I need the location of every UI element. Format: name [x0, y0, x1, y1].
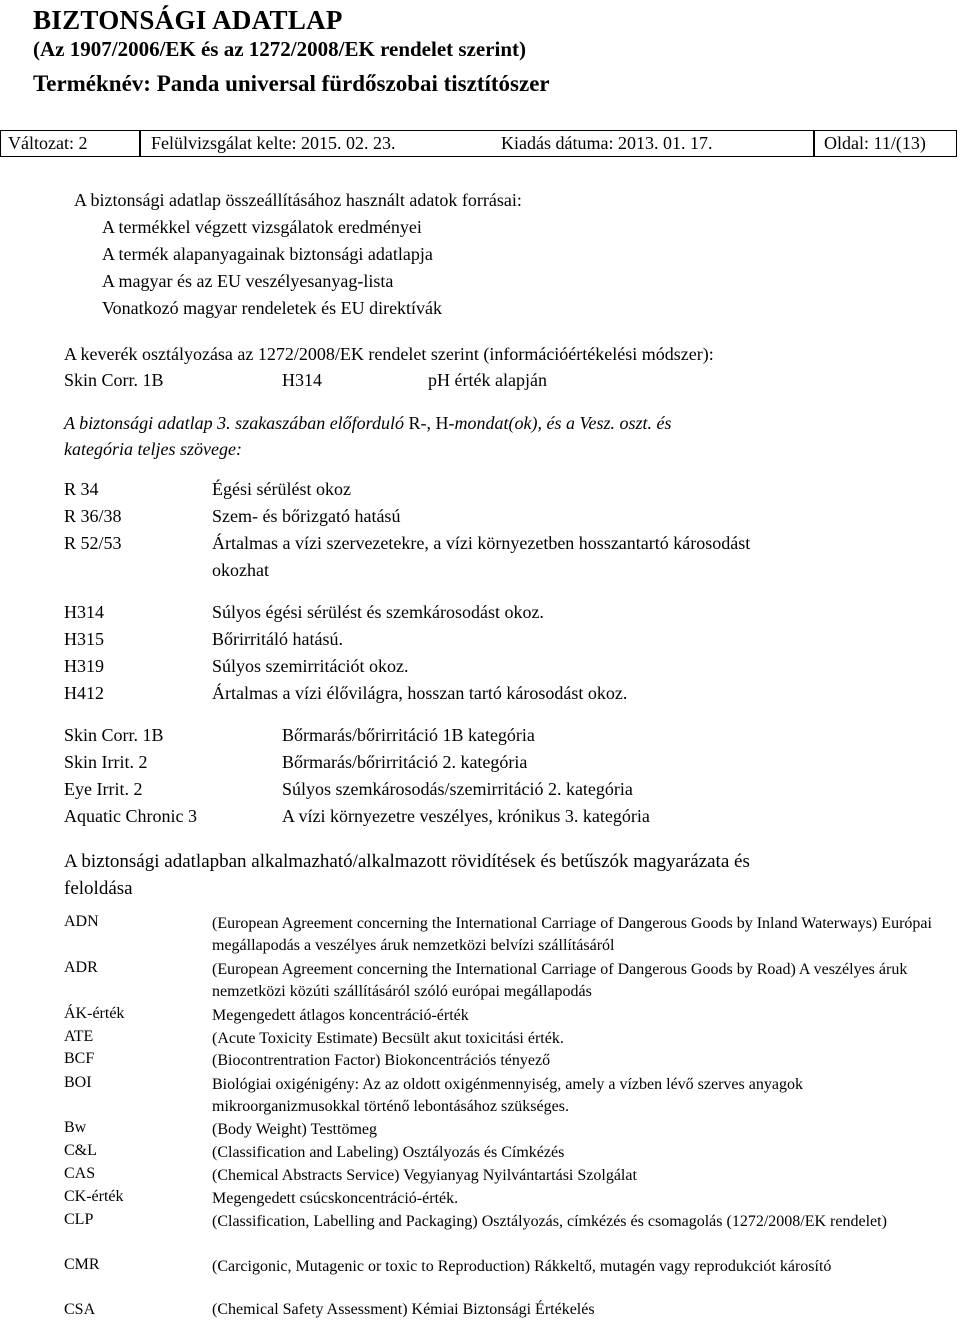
sources-heading: A biztonsági adatlap összeállításához használt adatok forrásai:	[74, 190, 522, 210]
abbreviation-text: Biológiai oxigénigény: Az az oldott oxigénmennyiség, amely a vízben lévő szerves anyagok mikroorganizmusokkal történő lebontásához szükséges.	[212, 1076, 803, 1115]
classification-code: Skin Corr. 1B	[64, 370, 164, 390]
category-code: Skin Corr. 1B	[64, 725, 164, 745]
h-phrase-code: H314	[64, 602, 104, 622]
abbreviation-text: (European Agreement concerning the International Carriage of Dangerous Goods by Road) A veszélyes áruk nemzetközi közúti szállításáról szóló európai megállapodás	[212, 961, 908, 1000]
classification-method: pH érték alapján	[428, 370, 547, 390]
abbreviation-text: (Body Weight) Testtömeg	[212, 1121, 377, 1138]
abbreviation-text: (Acute Toxicity Estimate) Becsült akut toxicitási érték.	[212, 1030, 564, 1047]
list-item: A termék alapanyagainak biztonsági adatlapja	[102, 244, 433, 264]
abbreviation-text: Megengedett csúcskoncentráció-érték.	[212, 1190, 459, 1207]
h-phrase-text: Bőrirritáló hatású.	[212, 629, 343, 649]
category-text: Súlyos szemkárosodás/szemirritáció 2. kategória	[282, 779, 633, 799]
category-text: Bőrmarás/bőrirritáció 2. kategória	[282, 752, 528, 772]
list-item: A termékkel végzett vizsgálatok eredményei	[102, 217, 422, 237]
document-subtitle: (Az 1907/2006/EK és az 1272/2008/EK rendelet szerint)	[33, 37, 527, 61]
classification-hcode: H314	[282, 370, 322, 390]
abbreviation-text: Megengedett átlagos koncentráció-érték	[212, 1007, 469, 1024]
r-phrase-code: R 34	[64, 479, 99, 499]
h-phrase-text: Ártalmas a vízi élővilágra, hosszan tartó károsodást okoz.	[212, 683, 628, 703]
abbreviation-text: (Biocontrentration Factor) Biokoncentrációs tényező	[212, 1052, 551, 1069]
document-header	[33, 4, 550, 98]
abbreviation-code: CMR	[64, 1256, 100, 1273]
abbreviation-code: ADR	[64, 959, 98, 976]
r-phrase-text: Égési sérülést okoz	[212, 479, 351, 499]
sources-block	[74, 187, 522, 322]
category-code: Aquatic Chronic 3	[64, 806, 197, 826]
r-phrase-code: R 36/38	[64, 506, 122, 526]
r-phrase-text: Szem- és bőrizgató hatású	[212, 506, 401, 526]
section3-intro: A biztonsági adatlap 3. szakaszában előforduló R-, H-mondat(ok), és a Vesz. oszt. és	[64, 413, 672, 433]
category-text: A vízi környezetre veszélyes, krónikus 3. kategória	[282, 806, 650, 826]
r-phrase-text-cont: okozhat	[212, 560, 269, 580]
abbreviation-code: ÁK-érték	[64, 1005, 125, 1022]
abbreviations-heading: A biztonsági adatlapban alkalmazható/alkalmazott rövidítések és betűszók magyarázata és	[64, 851, 750, 872]
h-phrase-text: Súlyos szemirritációt okoz.	[212, 656, 409, 676]
version-label: Változat: 2	[8, 133, 88, 153]
divider	[139, 131, 141, 156]
divider	[813, 131, 815, 156]
abbreviation-text: (Classification and Labeling) Osztályozás és Címkézés	[212, 1144, 565, 1161]
r-phrase-text: Ártalmas a vízi szervezetekre, a vízi környezetben hosszantartó károsodást	[212, 533, 751, 553]
category-code: Skin Irrit. 2	[64, 752, 148, 772]
abbreviation-code: CLP	[64, 1211, 94, 1228]
abbreviation-code: Bw	[64, 1119, 87, 1136]
abbreviation-code: ADN	[64, 913, 99, 930]
r-phrase-code: R 52/53	[64, 533, 122, 553]
h-phrase-code: H315	[64, 629, 104, 649]
abbreviation-code: CK-érték	[64, 1188, 124, 1205]
abbreviation-text: (Carcigonic, Mutagenic or toxic to Reproduction) Rákkeltő, mutagén vagy reprodukciót károsító	[212, 1258, 832, 1275]
sources-list	[74, 214, 522, 322]
abbreviation-text: (European Agreement concerning the International Carriage of Dangerous Goods by Inland Waterways) Európai megállapodás a veszélyes áruk nemzetközi belvízi szállításáról	[212, 915, 932, 954]
abbreviation-text: (Chemical Safety Assessment) Kémiai Biztonsági Értékelés	[212, 1301, 595, 1318]
abbreviation-text: (Chemical Abstracts Service) Vegyianyag Nyilvántartási Szolgálat	[212, 1167, 637, 1184]
classification-text: A keverék osztályozása az 1272/2008/EK rendelet szerint (információértékelési módszer):	[64, 344, 714, 364]
section3-intro-line2: kategória teljes szövege:	[64, 439, 242, 459]
document-title: BIZTONSÁGI ADATLAP	[33, 5, 343, 35]
revision-date: Felülvizsgálat kelte: 2015. 02. 23.	[151, 133, 396, 153]
abbreviation-text: (Classification, Labelling and Packaging) Osztályozás, címkézés és csomagolás (1272/2008/EK rendelet)	[212, 1213, 887, 1230]
issue-date: Kiadás dátuma: 2013. 01. 17.	[501, 133, 713, 153]
h-phrase-code: H412	[64, 683, 104, 703]
abbreviation-code: CSA	[64, 1301, 96, 1318]
product-name: Terméknév: Panda universal fürdőszobai tisztítószer	[33, 71, 550, 96]
abbreviation-code: BOI	[64, 1074, 92, 1091]
abbreviation-code: C&L	[64, 1142, 97, 1159]
category-text: Bőrmarás/bőrirritáció 1B kategória	[282, 725, 535, 745]
abbreviations-heading-cont: feloldása	[64, 878, 133, 899]
h-phrase-code: H319	[64, 656, 104, 676]
category-code: Eye Irrit. 2	[64, 779, 143, 799]
h-phrase-text: Súlyos égési sérülést és szemkárosodást okoz.	[212, 602, 544, 622]
list-item: A magyar és az EU veszélyesanyag-lista	[102, 271, 394, 291]
document-info-bar	[0, 130, 957, 157]
list-item: Vonatkozó magyar rendeletek és EU direktívák	[102, 298, 443, 318]
abbreviation-code: ATE	[64, 1028, 94, 1045]
abbreviation-code: CAS	[64, 1165, 96, 1182]
page-number: Oldal: 11/(13)	[824, 133, 926, 153]
abbreviation-code: BCF	[64, 1050, 95, 1067]
